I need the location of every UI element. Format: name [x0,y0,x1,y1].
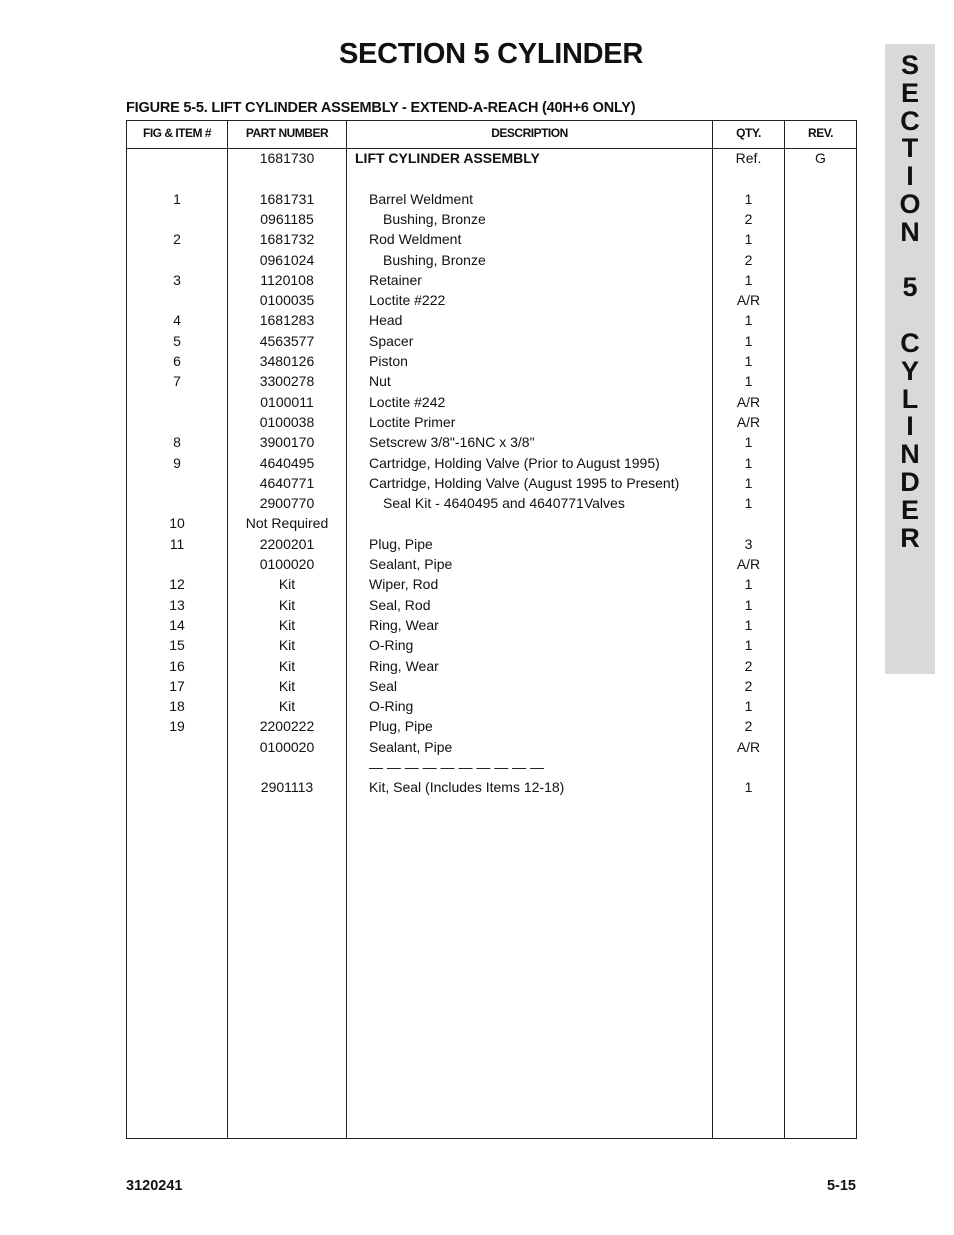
document-number: 3120241 [126,1178,183,1194]
table-row [127,737,856,757]
description-cell: Retainer [369,271,422,288]
qty-cell: 2 [744,251,753,268]
table-row [127,574,856,594]
part-number-cell: 1681731 [259,190,315,207]
description-cell: Setscrew 3/8"-16NC x 3/8" [369,434,535,451]
description-cell: Loctite Primer [369,413,456,430]
fig-item-cell: 4 [173,312,181,329]
qty-cell: 1 [744,434,753,451]
side-tab-letter [885,302,935,330]
side-tab-letter: E [900,77,919,108]
fig-item-cell: 13 [169,596,185,613]
table-row [127,148,856,168]
table-row [127,716,856,736]
qty-cell: 1 [744,637,753,654]
description-cell: Seal, Rod [369,596,431,613]
fig-item-cell: 18 [169,698,185,715]
fig-item-cell: 16 [169,657,185,674]
qty-cell: 2 [744,210,753,227]
table-row [127,757,856,777]
side-tab-letters [885,52,935,552]
description-cell: Nut [369,373,391,390]
part-number-cell: Not Required [245,515,329,532]
part-number-cell: 3900170 [259,434,315,451]
description-cell: Barrel Weldment [369,190,474,207]
side-tab-letter: O [899,188,921,219]
table-row [127,250,856,270]
table-row [127,595,856,615]
qty-cell: 1 [744,353,753,369]
description-cell: Sealant, Pipe [369,556,453,572]
qty-cell: 1 [744,271,753,288]
table-row [127,290,856,310]
side-tab-letter: S [900,50,919,80]
description-cell: Cartridge, Holding Valve (August 1995 to Present) [369,474,680,491]
fig-item-cell: 12 [169,576,185,593]
qty-cell: 1 [744,474,753,491]
fig-item-cell: 6 [173,353,181,369]
header-qty: QTY. [736,126,761,140]
qty-cell: 3 [744,535,753,552]
description-cell: Wiper, Rod [369,576,439,593]
table-row [127,615,856,635]
qty-cell: A/R [736,738,761,755]
fig-item-cell: 10 [169,515,185,532]
description-cell: Bushing, Bronze [383,251,486,268]
description-cell: Seal [369,677,398,694]
table-row [127,310,856,330]
part-number-cell: 1681730 [259,150,315,166]
part-number-cell: Kit [278,657,296,674]
part-number-cell: 0100038 [259,413,315,430]
table-row [127,412,856,432]
description-cell: Rod Weldment [369,231,462,248]
part-number-cell: 0100011 [260,393,314,410]
part-number-cell: Kit [278,596,296,613]
qty-cell: 1 [744,616,753,633]
table-row [127,189,856,209]
part-number-cell: 0100020 [259,738,315,755]
part-number-cell: Kit [278,616,296,633]
header-rev: REV. [808,126,833,140]
qty-cell: 1 [744,698,753,715]
table-row [127,270,856,290]
side-tab-letter: D [900,466,920,497]
fig-item-cell: 11 [169,535,185,552]
side-tab-letter: I [906,411,914,442]
qty-cell: 2 [744,677,753,694]
table-row [127,209,856,229]
part-number-cell: 1681732 [259,231,315,248]
part-number-cell: 4640495 [259,454,315,471]
description-cell: Piston [369,353,408,369]
header-part-number: PART NUMBER [245,126,329,140]
qty-cell: A/R [736,556,761,572]
table-row [127,351,856,371]
page-number: 5-15 [826,1178,856,1194]
fig-item-cell: 19 [169,718,185,735]
description-cell: LIFT CYLINDER ASSEMBLY [355,150,540,166]
part-number-cell: 4563577 [259,332,315,349]
header-fig-item: FIG & ITEM # [142,126,211,140]
fig-item-cell: 17 [169,677,185,694]
fig-item-cell: 1 [173,190,181,207]
qty-cell: A/R [736,413,761,430]
side-tab-letter: C [900,105,920,136]
part-number-cell: 1120108 [260,271,314,288]
qty-cell: 1 [744,332,753,349]
table-row [127,554,856,574]
part-number-cell: Kit [278,576,296,593]
side-tab-letter: 5 [902,272,918,303]
table-row [127,676,856,696]
side-tab-letter: L [901,383,919,414]
description-cell: O-Ring [369,637,414,654]
fig-item-cell: 9 [173,454,181,471]
part-number-cell: Kit [278,677,296,694]
fig-item-cell: 7 [173,373,181,390]
table-row [127,656,856,676]
table-row [127,331,856,351]
part-number-cell: 0961024 [259,251,315,268]
part-number-cell: 3300278 [259,373,315,390]
description-cell: Plug, Pipe [369,535,433,552]
part-number-cell: 2200222 [259,718,315,735]
table-row [127,432,856,452]
fig-item-cell: 3 [173,271,181,288]
description-cell: Ring, Wear [369,616,439,633]
side-tab-letter: N [900,439,920,470]
description-cell: Head [369,312,403,329]
side-tab-letter: N [900,216,920,247]
section-side-tab [885,44,935,674]
section-title: SECTION 5 CYLINDER [339,38,643,70]
part-number-cell: 0100035 [259,292,315,309]
part-number-cell: 0961185 [260,210,314,227]
table-row [127,392,856,412]
side-tab-letter [885,247,935,275]
side-tab-letter: T [901,133,919,164]
description-cell: Spacer [369,332,414,349]
qty-cell: A/R [736,393,761,410]
fig-item-cell: 14 [169,616,185,633]
table-row [127,635,856,655]
qty-cell: 2 [744,657,753,674]
qty-cell: A/R [736,292,761,309]
table-row [127,493,856,513]
description-cell: Plug, Pipe [369,718,433,735]
fig-item-cell: 2 [173,231,181,248]
rev-cell: G [815,150,826,166]
part-number-cell: Kit [278,637,296,654]
qty-cell: 1 [744,576,753,593]
fig-item-cell: 15 [169,637,185,654]
part-number-cell: 4640771 [259,474,315,491]
part-number-cell: 1681283 [259,312,315,329]
table-row [127,534,856,554]
description-cell: Loctite #222 [369,292,446,309]
description-cell: Kit, Seal (Includes Items 12-18) [369,779,565,796]
description-cell: Cartridge, Holding Valve (Prior to August 1995) [369,454,660,471]
qty-cell: 1 [744,231,753,248]
description-cell: Ring, Wear [369,657,439,674]
qty-cell: 1 [744,495,753,512]
table-row [127,777,856,797]
qty-cell: Ref. [735,150,762,166]
qty-cell: 2 [744,718,753,735]
description-cell: Bushing, Bronze [383,210,486,227]
description-cell: O-Ring [369,698,414,715]
part-number-cell: 2900770 [259,495,315,512]
table-row [127,453,856,473]
part-number-cell: Kit [278,698,296,715]
side-tab-letter: C [900,327,920,358]
description-cell: Loctite #242 [369,393,446,410]
part-number-cell: 2200201 [259,535,315,552]
qty-cell: 1 [744,596,753,613]
qty-cell: 1 [744,190,753,207]
fig-item-cell: 5 [173,332,181,349]
description-cell: — — — — — — — — — — [369,759,545,775]
description-cell: Seal Kit - 4640495 and 4640771Valves [383,495,625,512]
qty-cell: 1 [744,779,753,796]
table-row [127,473,856,493]
table-row [127,229,856,249]
parts-table [126,120,857,1139]
side-tab-letter: E [900,494,919,525]
qty-cell: 1 [744,454,753,471]
part-number-cell: 0100020 [259,556,315,572]
header-description: DESCRIPTION [491,126,568,140]
qty-cell: 1 [744,373,753,390]
fig-item-cell: 8 [173,434,181,451]
part-number-cell: 3480126 [259,353,315,369]
side-tab-letter: R [900,522,920,553]
table-row [127,696,856,716]
table-row [127,371,856,391]
side-tab-letter: I [906,161,914,192]
table-row [127,513,856,533]
qty-cell: 1 [744,312,753,329]
part-number-cell: 2901113 [260,779,314,796]
side-tab-letter: Y [900,355,919,386]
figure-caption: FIGURE 5-5. LIFT CYLINDER ASSEMBLY - EXTEND-A-REACH (40H+6 ONLY) [126,100,636,116]
description-cell: Sealant, Pipe [369,738,453,755]
